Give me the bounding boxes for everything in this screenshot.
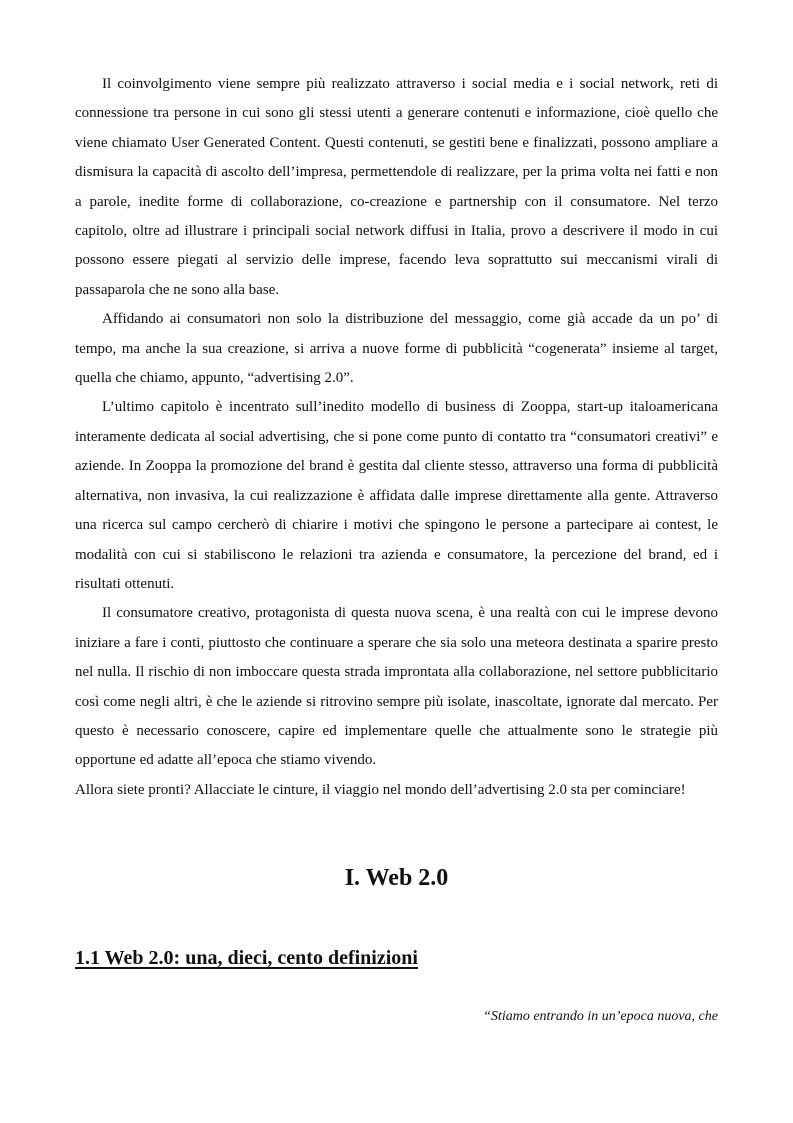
section-title: 1.1 Web 2.0: una, dieci, cento definizioni xyxy=(75,947,418,969)
body-paragraph: Il consumatore creativo, protagonista di questa nuova scena, è una realtà con cui le imprese devono iniziare a fare i conti, piuttosto che continuare a sperare che sia solo una meteora destinata a sparire presto nel nulla. Il rischio di non imboccare questa strada improntata alla collaborazione, nel settore pubblicitario così come negli altri, è che le aziende si ritrovino sempre più isolate, inascoltate, ignorate dal mercato. Per questo è necessario conoscere, capire ed implementare quelle che attualmente sono le strategie più opportune ed adatte all’epoca che stiamo vivendo. xyxy=(75,605,718,769)
epigraph-quote: “Stiamo entrando in un’epoca nuova, che xyxy=(483,1009,718,1024)
body-paragraph: Affidando ai consumatori non solo la distribuzione del messaggio, come già accade da un po’ di tempo, ma anche la sua creazione, si arriva a nuove forme di pubblicità “cogenerata” insieme al target, quella che chiamo, appunto, “advertising 2.0”. xyxy=(75,311,718,387)
chapter-title: I. Web 2.0 xyxy=(344,865,449,891)
body-paragraph: L’ultimo capitolo è incentrato sull’inedito modello di business di Zooppa, start-up italoamericana interamente dedicata al social advertising, che si pone come punto di contatto tra “consumatori creativi” e aziende. In Zooppa la promozione del brand è gestita dal cliente stesso, attraverso una forma di pubblicità alternativa, non invasiva, la cui realizzazione è affidata dalle imprese direttamente alla gente. Attraverso una ricerca sul campo cercherò di chiarire i motivi che spingono le persone a partecipare ai contest, le modalità con cui si stabiliscono le relazioni tra azienda e consumatore, la percezione del brand, ed i risultati ottenuti. xyxy=(75,399,718,592)
closing-paragraph: Allora siete pronti? Allacciate le cinture, il viaggio nel mondo dell’advertising 2.0 sta per cominciare! xyxy=(75,781,686,798)
body-paragraph: Il coinvolgimento viene sempre più realizzato attraverso i social media e i social network, reti di connessione tra persone in cui sono gli stessi utenti a generare contenuti e informazione, cioè quello che viene chiamato User Generated Content. Questi contenuti, se gestiti bene e finalizzati, possono ampliare a dismisura la capacità di ascolto dell’impresa, permettendole di realizzare, per la prima volta nei fatti e non a parole, inedite forme di collaborazione, co-creazione e partnership con il consumatore. Nel terzo capitolo, oltre ad illustrare i principali social network diffusi in Italia, provo a descrivere il modo in cui possono essere piegati al servizio delle imprese, facendo leva soprattutto sui meccanismi virali di passaparola che ne sono alla base. xyxy=(75,76,718,298)
document-page xyxy=(75,70,718,1024)
